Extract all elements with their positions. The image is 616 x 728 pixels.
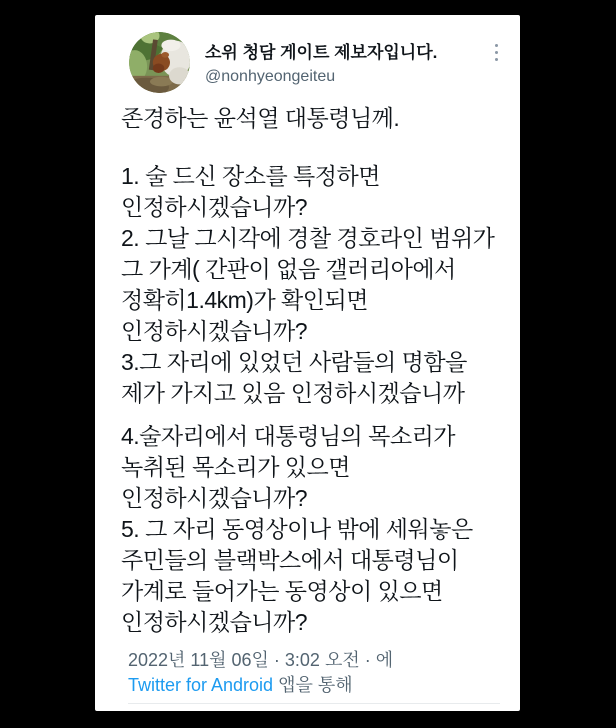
tweet-body <box>121 103 494 638</box>
tweet-text-line: 녹취된 목소리가 있으면 <box>121 454 350 480</box>
tweet-card <box>95 15 520 711</box>
tweet-source <box>128 673 494 698</box>
author-handle[interactable]: @nonhyeongeiteu <box>205 68 336 85</box>
tweet-text-line: 4.술자리에서 대통령님의 목소리가 <box>121 423 456 449</box>
tweet-paragraph-q1 <box>121 161 494 223</box>
tweet-text-line: 2. 그날 그시각에 경찰 경호라인 범위가 <box>121 225 495 251</box>
tweet-text-line: 그 가계( 간판이 없음 갤러리아에서 <box>121 256 456 282</box>
tweet-text-line: 인정하시겠습니까? <box>121 194 308 220</box>
tweet-text-line: 정확히1.4km)가 확인되면 <box>121 287 368 313</box>
avatar[interactable] <box>129 32 190 93</box>
source-suffix-text: 앱을 통해 <box>273 675 353 695</box>
tweet-meta <box>128 648 494 698</box>
author-display-name[interactable]: 소위 청담 게이트 제보자입니다. <box>205 43 438 62</box>
author-block <box>205 32 437 87</box>
tweet-paragraph-q3 <box>121 347 494 409</box>
tweet-paragraph-q4 <box>121 421 494 514</box>
tweet-text-line: 5. 그 자리 동영상이나 밖에 세워놓은 <box>121 516 473 542</box>
tweet-paragraph-q2 <box>121 223 494 347</box>
tweet-timestamp: 2022년 11월 06일 · 3:02 오전 · 에 <box>128 650 394 670</box>
tweet-text-line: 3.그 자리에 있었던 사람들의 명함을 <box>121 349 467 375</box>
tweet-text-line: 존경하는 윤석열 대통령님께. <box>121 105 400 131</box>
avatar-photo-icon <box>129 32 190 93</box>
source-app-link[interactable]: Twitter for Android <box>128 675 274 695</box>
tweet-text-line: 가계로 들어가는 동영상이 있으면 <box>121 578 443 604</box>
tweet-text-line: 제가 가지고 있음 인정하시겠습니까 <box>121 380 465 406</box>
tweet-text-line: 인정하시겠습니까? <box>121 318 308 344</box>
tweet-text-line: 주민들의 블랙박스에서 대통령님이 <box>121 547 459 573</box>
tweet-paragraph-q5 <box>121 514 494 638</box>
tweet-text-line: 1. 술 드신 장소를 특정하면 <box>121 163 380 189</box>
bottom-divider <box>128 703 500 704</box>
tweet-header <box>121 15 494 93</box>
tweet-text-line: 인정하시겠습니까? <box>121 485 308 511</box>
tweet-text-line: 인정하시겠습니까? <box>121 609 308 635</box>
tweet-paragraph <box>121 103 494 134</box>
more-options-icon[interactable] <box>495 51 498 54</box>
